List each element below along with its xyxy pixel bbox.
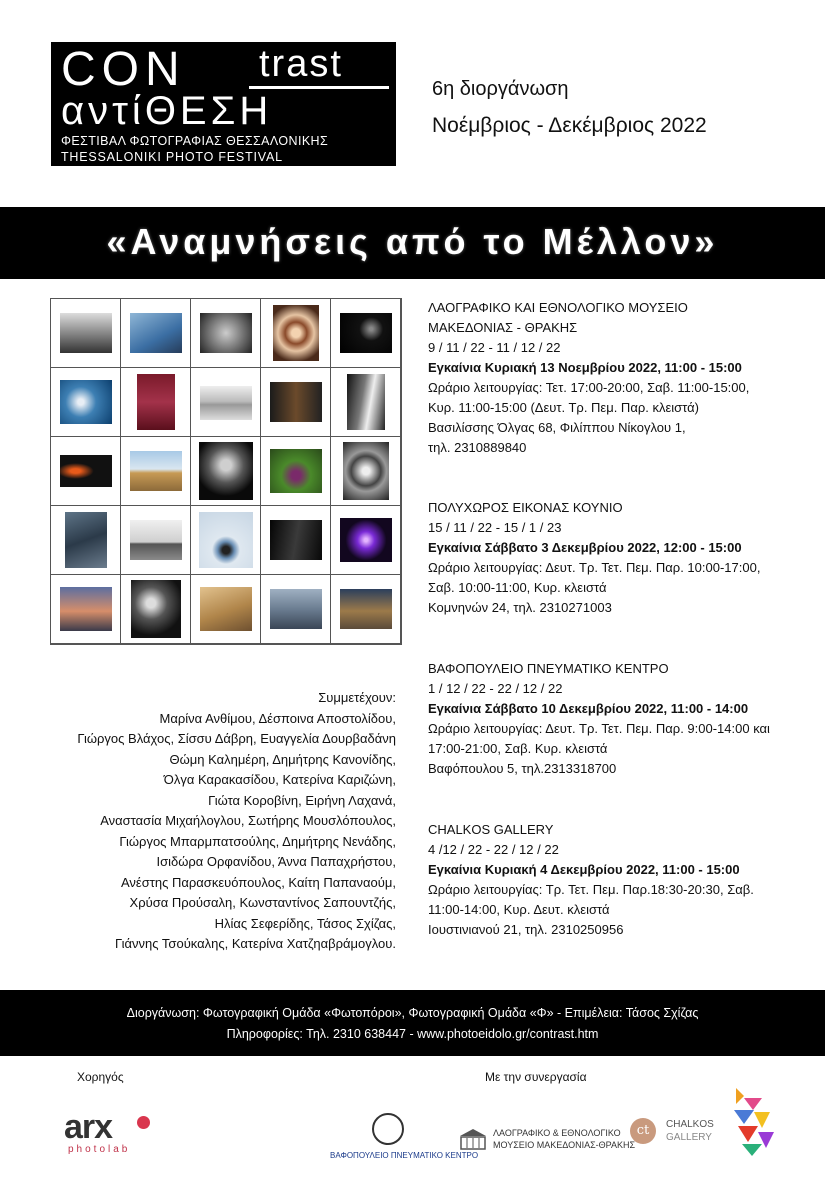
logo-trast: trast <box>259 43 343 85</box>
participants <box>40 688 396 955</box>
photo-cell <box>191 368 261 437</box>
laografiko-line1: ΛΑΟΓΡΑΦΙΚΟ & ΕΘΝΟΛΟΓΙΚΟ <box>493 1128 621 1138</box>
photo-thumb <box>130 313 182 353</box>
photo-thumb <box>340 518 392 562</box>
photo-thumb <box>200 313 252 353</box>
photo-thumb <box>131 580 181 638</box>
tangram-logo-icon <box>728 1088 778 1158</box>
venue-hours: Ωράριο λειτουργίας: Δευτ. Τρ. Τετ. Πεμ. Παρ. 10:00-17:00, <box>428 560 761 575</box>
photo-cell <box>191 506 261 575</box>
vafopouleio-logo <box>330 1113 479 1160</box>
photo-cell <box>331 368 401 437</box>
venue-period: 4 /12 / 22 - 22 / 12 / 22 <box>428 842 559 857</box>
photo-thumb <box>270 520 322 560</box>
organizers: Διοργάνωση: Φωτογραφική Ομάδα «Φωτοπόροι», Φωτογραφική Ομάδα «Φ» - Επιμέλεια: Τάσος Σχίζας <box>126 1006 699 1020</box>
photo-thumb <box>270 589 322 629</box>
venue-hours: Ωράριο λειτουργίας: Δευτ. Τρ. Τετ. Πεμ. Παρ. 9:00-14:00 και <box>428 721 770 736</box>
venue-opening: Εγκαίνια Κυριακή 13 Νοεμβρίου 2022, 11:00 - 15:00 <box>428 360 742 375</box>
chalkos-line1: CHALKOS <box>666 1119 714 1130</box>
venue-opening: Εγκαίνια Σάββατο 10 Δεκεμβρίου 2022, 11:00 - 14:00 <box>428 701 749 716</box>
venue-period: 9 / 11 / 22 - 11 / 12 / 22 <box>428 340 561 355</box>
venue-hours: Κυρ. 11:00-15:00 (Δευτ. Τρ. Πεμ. Παρ. κλειστά) <box>428 400 699 415</box>
venue-hours: Ωράριο λειτουργίας: Τετ. 17:00-20:00, Σαβ. 11:00-15:00, <box>428 380 750 395</box>
venue-name: ΠΟΛΥΧΩΡΟΣ ΕΙΚΟΝΑΣ ΚΟΥΝΙΟ <box>428 500 623 515</box>
venue-kounio <box>428 498 788 618</box>
photo-thumb <box>60 380 112 424</box>
venue-chalkos <box>428 820 788 940</box>
arx-name: arx <box>64 1108 113 1146</box>
photo-thumb <box>270 449 322 493</box>
venue-address: Ιουστινιανού 21, τηλ. 2310250956 <box>428 922 624 937</box>
building-icon <box>458 1128 488 1150</box>
photo-cell <box>191 437 261 506</box>
participants-line: Ηλίας Σεφερίδης, Τάσος Σχίζας, <box>214 915 396 931</box>
photo-thumb <box>199 442 253 500</box>
venue-address: Βαφόπουλου 5, τηλ.2313318700 <box>428 761 617 776</box>
venue-laografiko <box>428 298 788 458</box>
participants-line: Θώμη Καλημέρη, Δημήτρης Κανονίδης, <box>169 751 396 767</box>
participants-line: Γιάννης Τσούκαλης, Κατερίνα Χατζηαβράμογλου. <box>115 936 396 951</box>
exhibition-title: «Αναμνήσεις από το Μέλλον» <box>106 221 719 262</box>
participants-line: Μαρίνα Ανθίμου, Δέσποινα Αποστολίδου, <box>159 710 396 726</box>
venue-name: ΜΑΚΕΔΟΝΙΑΣ - ΘΡΑΚΗΣ <box>428 320 578 335</box>
photo-cell <box>51 368 121 437</box>
photo-thumb <box>347 374 385 430</box>
venue-address: Κομνηνών 24, τηλ. 2310271003 <box>428 600 612 615</box>
photo-cell <box>121 575 191 644</box>
photo-cell <box>51 506 121 575</box>
chalkos-line2: GALLERY <box>666 1132 712 1143</box>
venue-period: 15 / 11 / 22 - 15 / 1 / 23 <box>428 520 562 535</box>
venue-hours: 11:00-14:00, Κυρ. Δευτ. κλειστά <box>428 902 610 917</box>
photo-cell <box>51 575 121 644</box>
photo-cell <box>261 299 331 368</box>
venue-name: ΛΑΟΓΡΑΦΙΚΟ ΚΑΙ ΕΘΝΟΛΟΓΙΚΟ ΜΟΥΣΕΙΟ <box>428 300 688 315</box>
venue-name: CHALKOS GALLERY <box>428 822 554 837</box>
photo-cell <box>331 299 401 368</box>
festival-dates: Νοέμβριος - Δεκέμβριος 2022 <box>432 114 707 137</box>
photo-thumb <box>60 455 112 487</box>
photo-thumb <box>270 382 322 422</box>
arx-sub: photolab <box>68 1144 131 1155</box>
arx-dot-icon <box>137 1116 150 1129</box>
photo-thumb <box>340 589 392 629</box>
vafopouleio-name: ΒΑΦΟΠΟΥΛΕΙΟ ΠΝΕΥΜΑΤΙΚΟ ΚΕΝΤΡΟ <box>330 1151 479 1160</box>
venue-period: 1 / 12 / 22 - 22 / 12 / 22 <box>428 681 563 696</box>
photo-thumb <box>199 512 253 568</box>
participants-line: Αναστασία Μιχαήλογλου, Σωτήρης Μουσλόπουλος, <box>100 813 396 828</box>
laografiko-line2: ΜΟΥΣΕΙΟ ΜΑΚΕΔΟΝΙΑΣ-ΘΡΑΚΗΣ <box>493 1140 636 1150</box>
venue-vafopouleio <box>428 659 788 779</box>
participants-heading: Συμμετέχουν: <box>318 690 396 705</box>
photo-cell <box>331 575 401 644</box>
participants-line: Όλγα Καρακασίδου, Κατερίνα Καριζώνη, <box>163 772 396 787</box>
venue-hours: Ωράριο λειτουργίας: Τρ. Τετ. Πεμ. Παρ.18:30-20:30, Σαβ. <box>428 882 754 897</box>
photo-thumb <box>137 374 175 430</box>
sponsor-label: Χορηγός <box>77 1070 124 1084</box>
participants-line: Χρύσα Προύσαλη, Κωνσταντίνος Σαπουντζής, <box>129 895 396 910</box>
title-band <box>0 207 825 279</box>
logo-con: CON <box>61 43 186 96</box>
photo-thumb <box>200 386 252 420</box>
chalkos-ct-icon: ct <box>630 1118 656 1144</box>
photo-thumb <box>65 512 107 568</box>
venue-hours: Σαβ. 10:00-11:00, Κυρ. κλειστά <box>428 580 607 595</box>
photo-thumb <box>60 587 112 631</box>
photo-cell <box>261 506 331 575</box>
partner-label: Με την συνεργασία <box>485 1070 587 1084</box>
photo-cell <box>191 575 261 644</box>
photo-cell <box>191 299 261 368</box>
logo-festival-greek: ΦΕΣΤΙΒΑΛ ΦΩΤΟΓΡΑΦΙΑΣ ΘΕΣΣΑΛΟΝΙΚΗΣ <box>61 134 329 148</box>
photo-cell <box>51 299 121 368</box>
photo-cell <box>261 368 331 437</box>
photo-grid <box>50 298 402 645</box>
photo-cell <box>121 506 191 575</box>
edition: 6η διοργάνωση <box>432 78 569 100</box>
festival-logo <box>51 42 396 166</box>
footer-band <box>0 990 825 1056</box>
photo-thumb <box>343 442 389 500</box>
photo-cell <box>51 437 121 506</box>
photo-thumb <box>130 520 182 560</box>
photo-cell <box>261 437 331 506</box>
photo-cell <box>331 437 401 506</box>
participants-line: Γιώργος Μπαρμπατσούλης, Δημήτρης Νενάδης, <box>119 833 396 849</box>
photo-thumb <box>340 313 392 353</box>
venue-address: Βασιλίσσης Όλγας 68, Φιλίππου Νίκογλου 1, <box>428 420 686 435</box>
photo-cell <box>121 368 191 437</box>
photo-cell <box>331 506 401 575</box>
photo-cell <box>121 299 191 368</box>
participants-line: Ανέστης Παρασκευόπουλος, Καίτη Παπαναούμ, <box>121 874 396 890</box>
arx-photolab-logo <box>64 1110 130 1155</box>
venue-address: τηλ. 2310889840 <box>428 440 527 455</box>
participants-line: Γιώτα Κοροβίνη, Ειρήνη Λαχανά, <box>208 792 396 808</box>
venue-hours: 17:00-21:00, Σαβ. Κυρ. κλειστά <box>428 741 608 756</box>
logo-festival-english: THESSALONIKI PHOTO FESTIVAL <box>61 150 283 164</box>
photo-thumb <box>200 587 252 631</box>
venue-opening: Εγκαίνια Κυριακή 4 Δεκεμβρίου 2022, 11:00 - 15:00 <box>428 862 740 877</box>
photo-thumb <box>130 451 182 491</box>
venue-name: ΒΑΦΟΠΟΥΛΕΙΟ ΠΝΕΥΜΑΤΙΚΟ ΚΕΝΤΡΟ <box>428 661 669 676</box>
contact-info: Πληροφορίες: Τηλ. 2310 638447 - www.photoeidolo.gr/contrast.htm <box>226 1027 599 1041</box>
seal-icon <box>372 1113 404 1145</box>
photo-thumb <box>273 305 319 361</box>
venue-opening: Εγκαίνια Σάββατο 3 Δεκεμβρίου 2022, 12:00 - 15:00 <box>428 540 742 555</box>
logo-antithesi: αντίΘΕΣΗ <box>61 89 273 133</box>
photo-cell <box>121 437 191 506</box>
participants-line: Γιώργος Βλάχος, Σίσσυ Δάβρη, Ευαγγελία Δουρβαδάνη <box>77 731 396 746</box>
photo-cell <box>261 575 331 644</box>
participants-line: Ισιδώρα Ορφανίδου, Άννα Παπαχρήστου, <box>156 854 396 869</box>
photo-thumb <box>60 313 112 353</box>
